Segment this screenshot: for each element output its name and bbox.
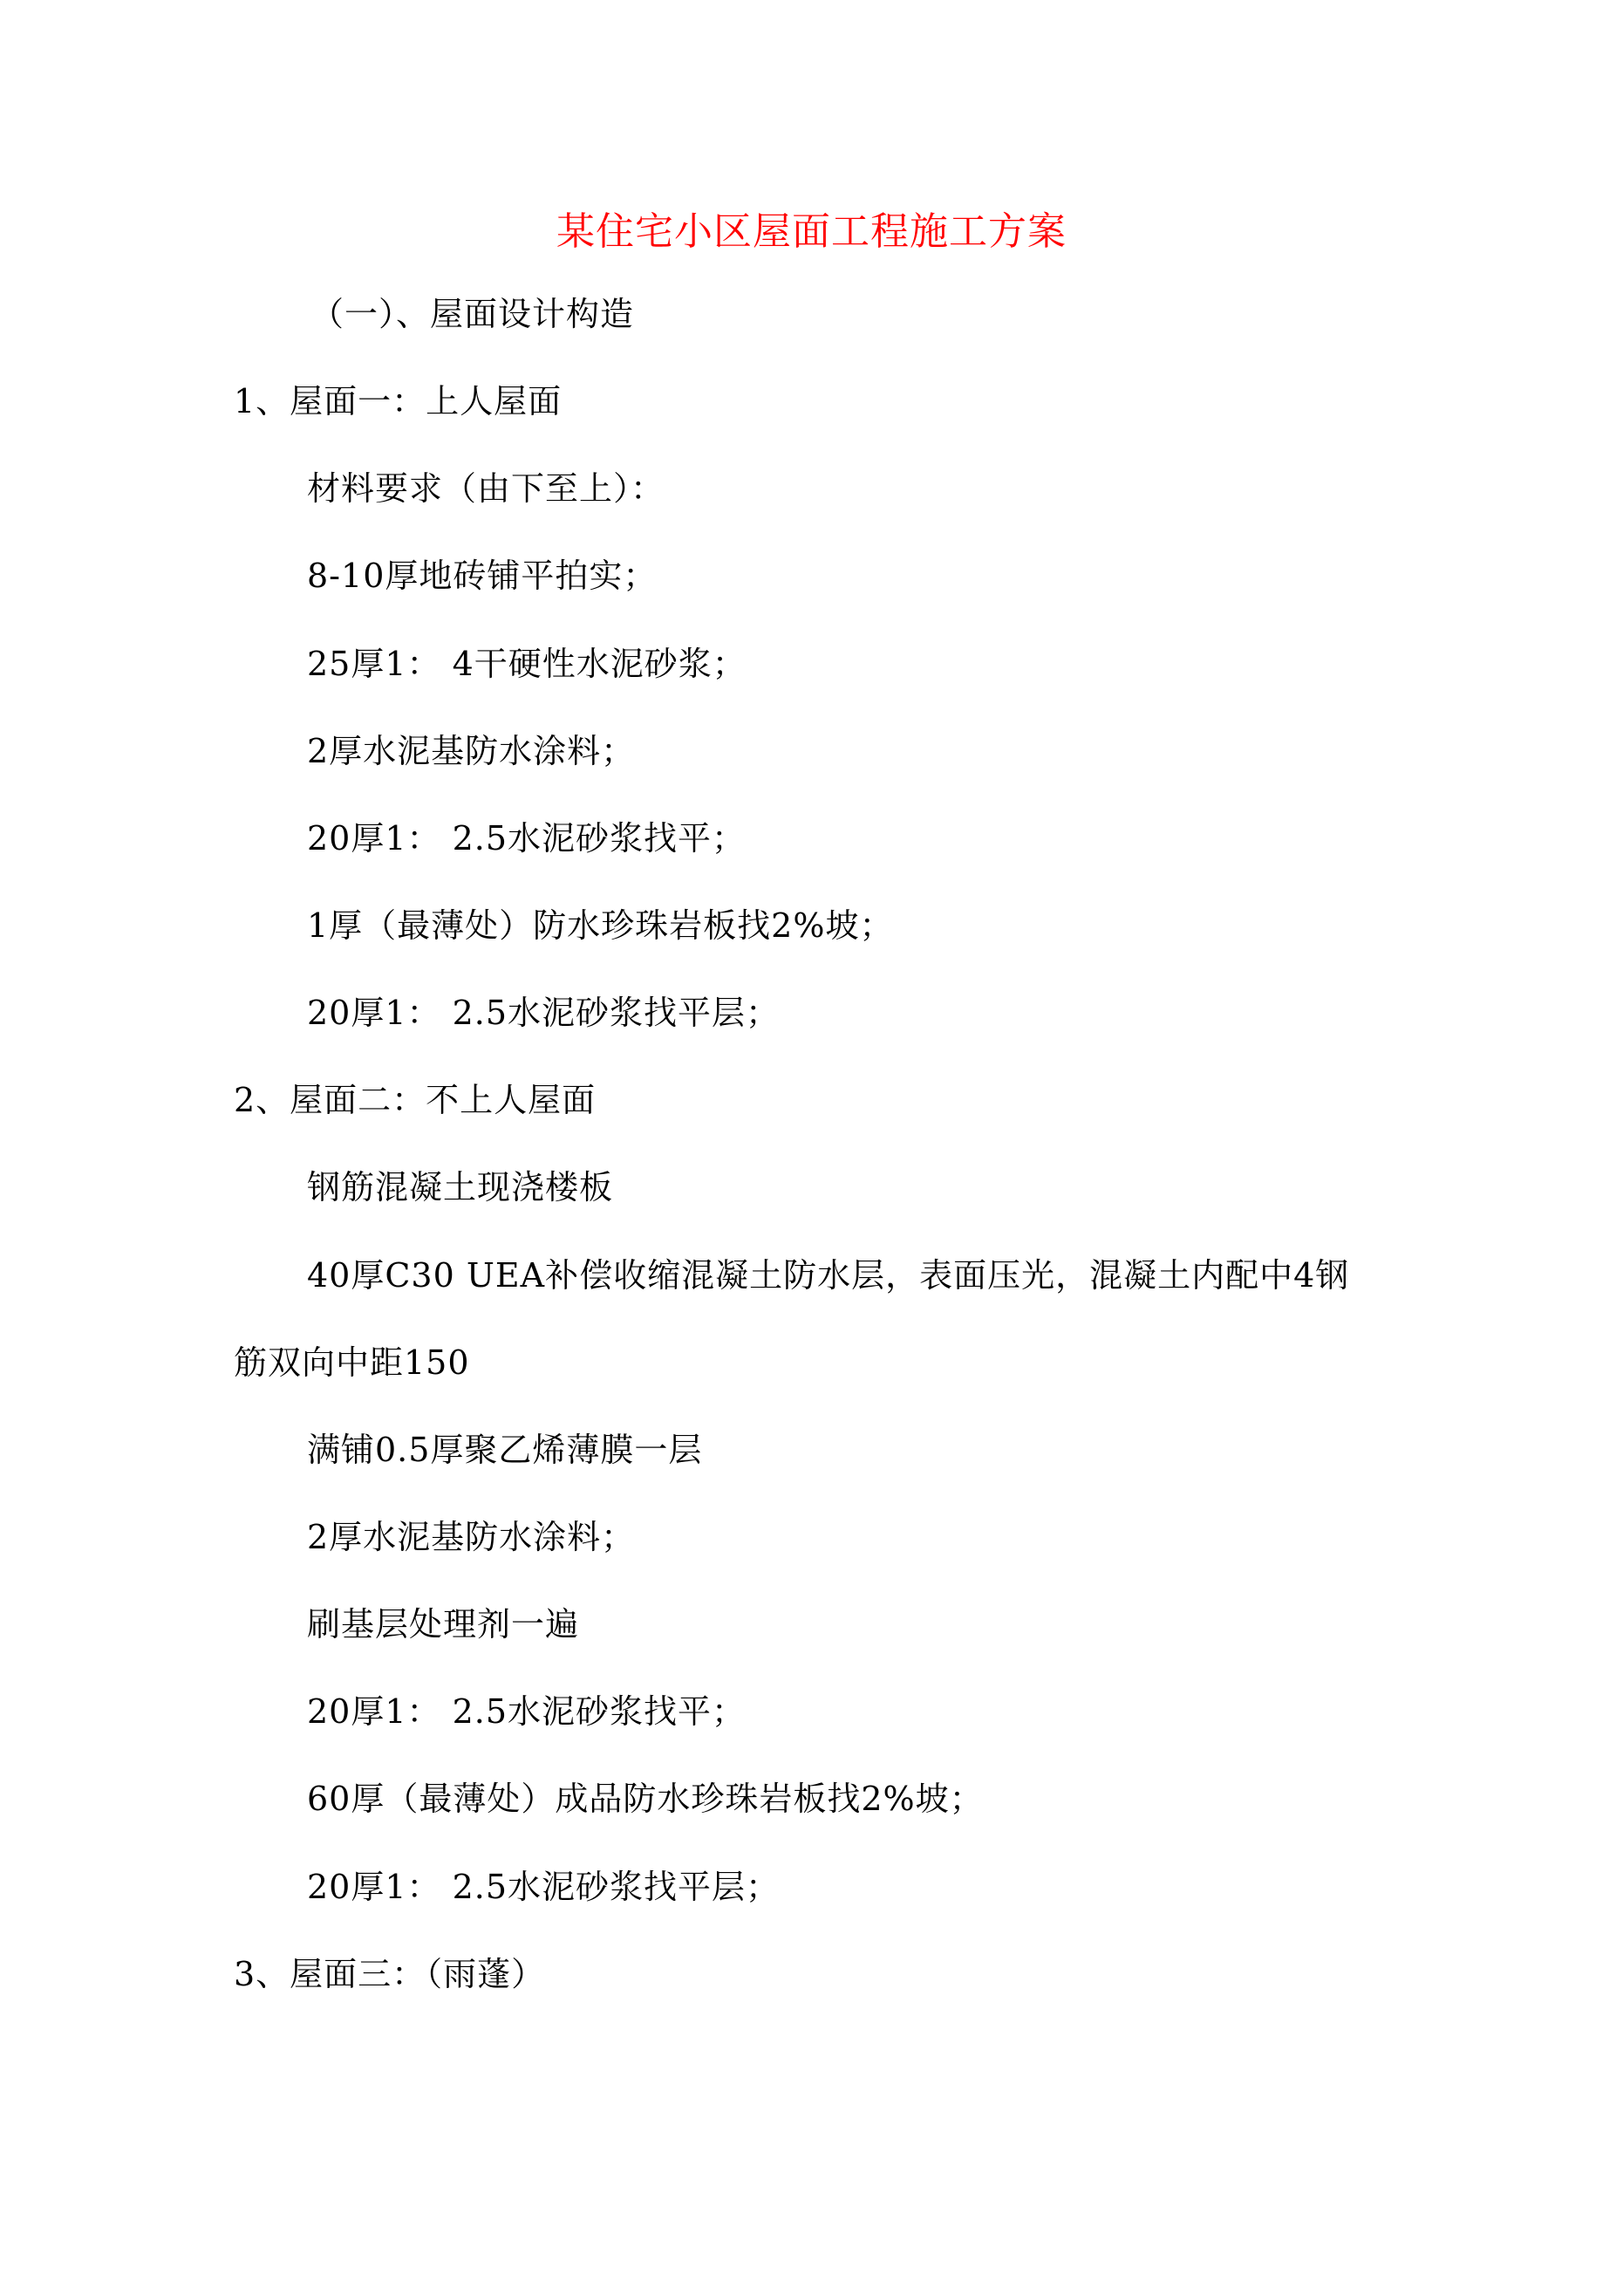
roof2-item: 钢筋混凝土现浇楼板	[307, 1168, 614, 1206]
roof2-item: 40厚C30 UEA补偿收缩混凝土防水层，表面压光，混凝土内配中4钢	[307, 1256, 1350, 1295]
document-title: 某住宅小区屋面工程施工方案	[556, 209, 1067, 254]
roof2-item: 60厚（最薄处）成品防水珍珠岩板找2%坡；	[307, 1780, 984, 1818]
roof1-heading: 1、屋面一：上人屋面	[234, 382, 563, 420]
roof1-item: 20厚1： 2.5水泥砂浆找平层；	[307, 994, 781, 1032]
roof1-item: 20厚1： 2.5水泥砂浆找平；	[307, 819, 747, 858]
roof1-item: 8-10厚地砖铺平拍实；	[307, 557, 658, 595]
roof2-item-continued: 筋双向中距150	[234, 1343, 470, 1382]
roof3-heading: 3、屋面三：（雨蓬）	[234, 1955, 546, 1993]
roof2-item: 刷基层处理剂一遍	[307, 1605, 580, 1643]
roof1-item: 材料要求（由下至上）：	[307, 469, 665, 508]
roof2-item: 20厚1： 2.5水泥砂浆找平；	[307, 1692, 747, 1731]
roof1-item: 1厚（最薄处）防水珍珠岩板找2%坡；	[307, 906, 894, 945]
roof2-heading: 2、屋面二：不上人屋面	[234, 1081, 597, 1119]
section-heading: （一）、屋面设计构造	[310, 295, 635, 333]
roof2-item: 2厚水泥基防水涂料；	[307, 1518, 636, 1556]
roof2-item: 满铺0.5厚聚乙烯薄膜一层	[307, 1431, 703, 1469]
roof1-item: 25厚1： 4干硬性水泥砂浆；	[307, 645, 747, 683]
roof2-item: 20厚1： 2.5水泥砂浆找平层；	[307, 1868, 781, 1906]
roof1-item: 2厚水泥基防水涂料；	[307, 732, 636, 770]
